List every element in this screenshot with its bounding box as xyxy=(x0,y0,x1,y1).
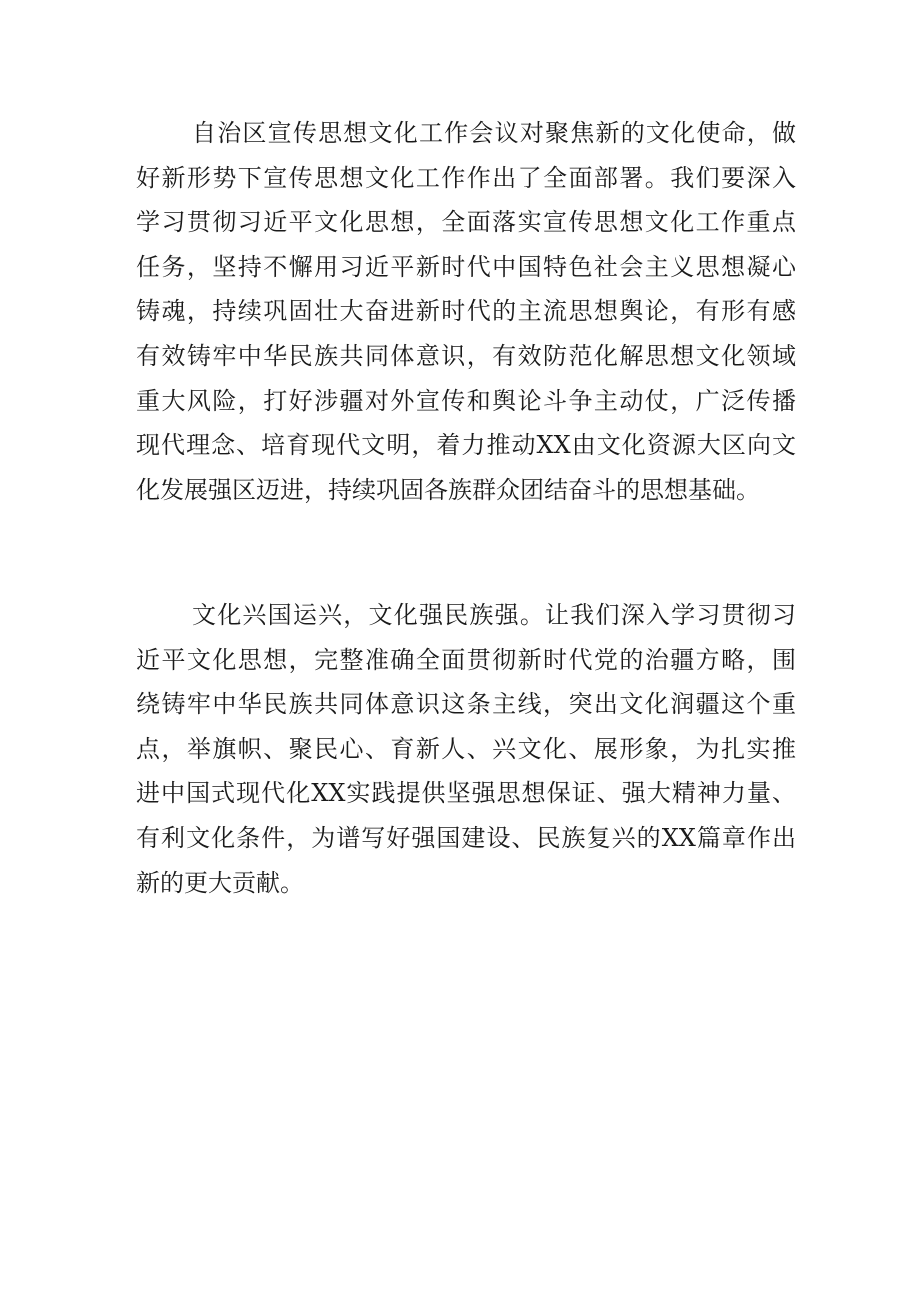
text-line: 文化兴国运兴，文化强民族强。让我们深入学习贯彻习 xyxy=(192,601,796,629)
text-line: 进中国式现代化XX实践提供坚强思想保证、强大精神力量、 xyxy=(136,779,796,808)
text-line: 有效铸牢中华民族共同体意识，有效防范化解思想文化领域 xyxy=(136,341,796,370)
text-line: 重大风险，打好涉疆对外宣传和舆论斗争主动仗，广泛传播 xyxy=(136,386,796,415)
text-line: 自治区宣传思想文化工作会议对聚焦新的文化使命，做 xyxy=(192,119,796,147)
paragraph-1 xyxy=(136,111,796,512)
text-line: 化发展强区迈进，持续巩固各族群众团结奋斗的思想基础。 xyxy=(136,475,760,504)
text-line: 现代理念、培育现代文明，着力推动XX由文化资源大区向文 xyxy=(136,431,796,460)
text-line: 铸魂，持续巩固壮大奋进新时代的主流思想舆论，有形有感 xyxy=(136,297,796,326)
text-line: 绕铸牢中华民族共同体意识这条主线，突出文化润疆这个重 xyxy=(136,690,796,719)
text-line: 新的更大贡献。 xyxy=(136,868,304,897)
paragraph-2 xyxy=(136,593,796,905)
text-line: 好新形势下宣传思想文化工作作出了全面部署。我们要深入 xyxy=(136,163,796,192)
text-line: 学习贯彻习近平文化思想，全面落实宣传思想文化工作重点 xyxy=(136,208,796,237)
text-line: 任务，坚持不懈用习近平新时代中国特色社会主义思想凝心 xyxy=(136,252,796,281)
text-line: 点，举旗帜、聚民心、育新人、兴文化、展形象，为扎实推 xyxy=(136,734,796,763)
text-line: 有利文化条件，为谱写好强国建设、民族复兴的XX篇章作出 xyxy=(136,823,796,852)
text-line: 近平文化思想，完整准确全面贯彻新时代党的治疆方略，围 xyxy=(136,645,796,674)
